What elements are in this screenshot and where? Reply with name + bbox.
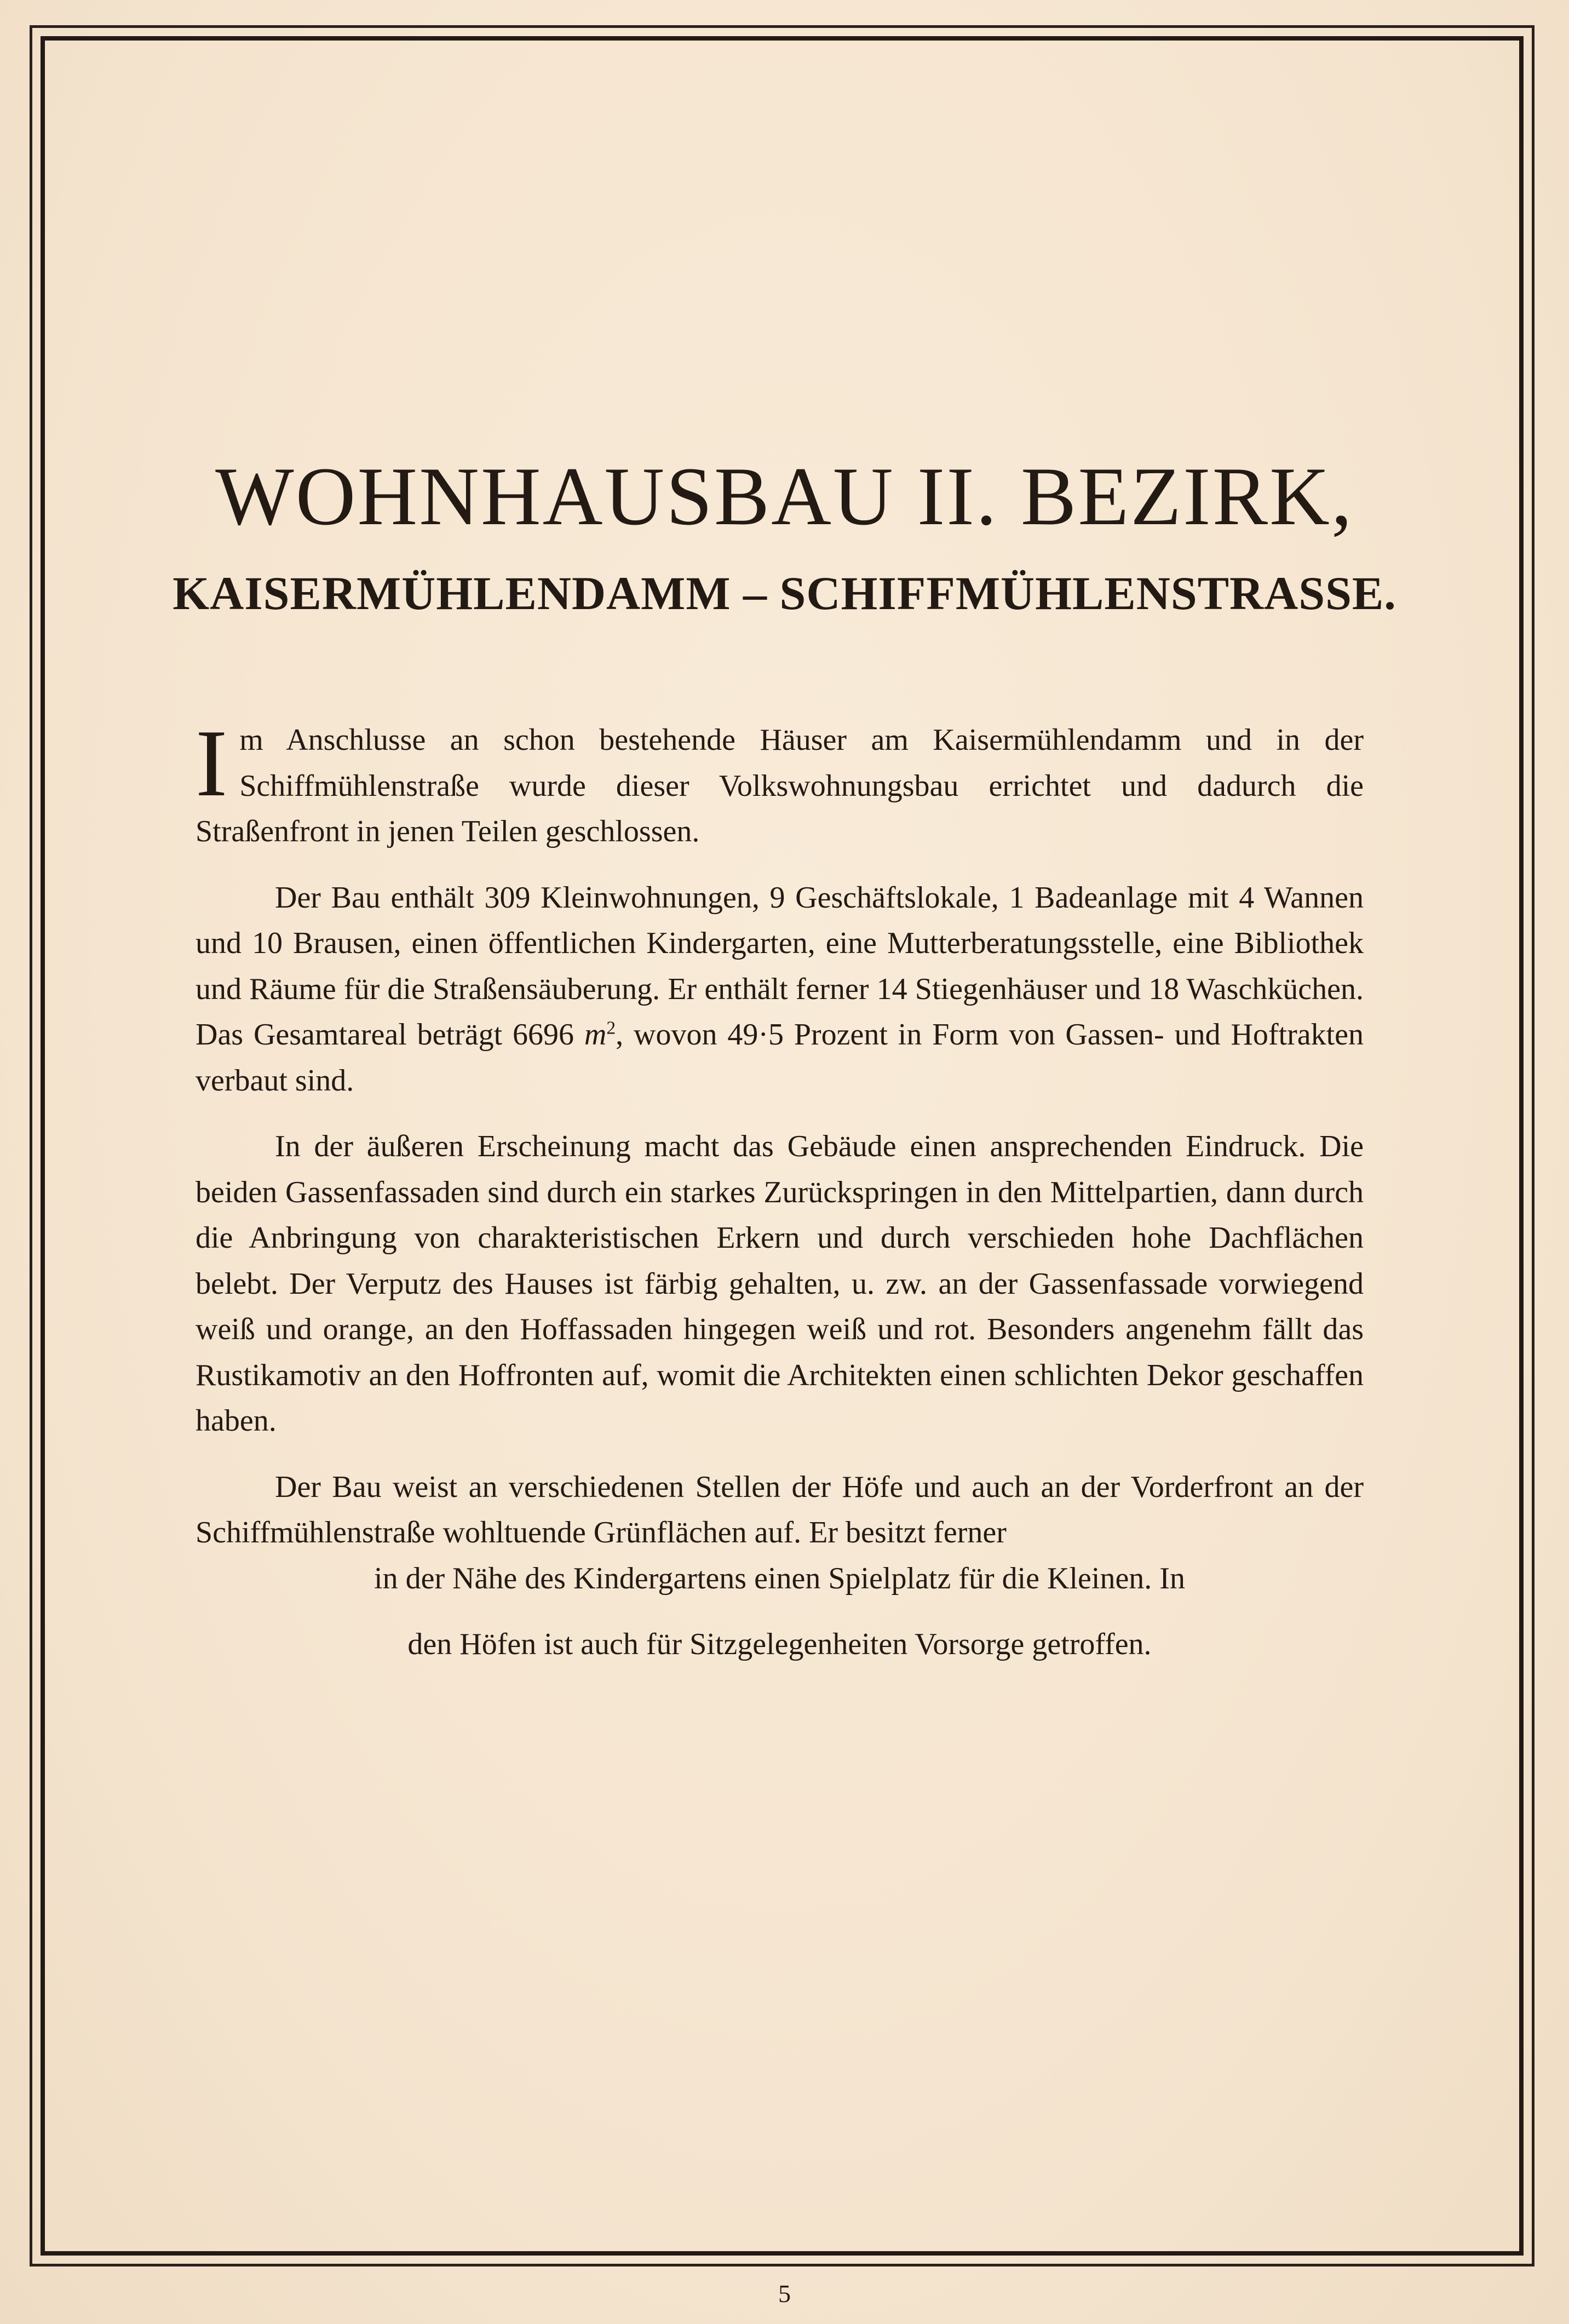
- paragraph-1-text: m Anschlusse an schon bestehende Häuser am Kaisermühlendamm und in der Schiffmühlenstraße wurde dieser Volkswohnungsbau errichtet und dadurch die Straßenfront in jenen Teilen geschlossen.: [196, 723, 1364, 848]
- area-unit-exponent: 2: [606, 1018, 616, 1038]
- paragraph-3-text: In der äußeren Erscheinung macht das Gebäude einen ansprechenden Eindruck. Die beiden Gassenfassaden sind durch ein starkes Zurückspringen in den Mittelpartien, dann durch die Anbringung von charakteristischen Erkern und durch verschieden hohe Dachflächen belebt. Der Verputz des Hauses ist färbig gehalten, u. zw. an der Gassenfassade vorwiegend weiß und orange, an den Hoffassaden hingegen weiß und rot. Besonders angenehm fällt das Rustikamotiv an den Hoffronten auf, womit die Architekten einen schlichten Dekor geschaffen haben.: [196, 1129, 1364, 1438]
- paragraph-4-line-2: in der Nähe des Kindergartens einen Spielplatz für die Kleinen. In: [374, 1561, 1185, 1596]
- paragraph-4-text: Der Bau weist an verschiedenen Stellen der Höfe und auch an der Vorderfront an der Schiffmühlenstraße wohltuende Grünflächen auf. Er besitzt ferner: [196, 1470, 1364, 1550]
- paragraph-4: [196, 1465, 1364, 1556]
- drop-cap: I: [196, 710, 228, 816]
- paragraph-3: [196, 1124, 1364, 1444]
- area-unit: m: [584, 1018, 607, 1052]
- page-number: 5: [778, 2280, 791, 2308]
- page-subtitle: KAISERMÜHLENDAMM – SCHIFFMÜHLENSTRASSE.: [173, 567, 1396, 619]
- paragraph-2-text-b: , wovon 49·5 Prozent in Form von Gassen- und Hoftrakten verbaut sind.: [196, 1018, 1364, 1098]
- article-body: [196, 710, 1364, 1688]
- paragraph-1: [196, 710, 1364, 855]
- page-title: WOHNHAUSBAU II. BEZIRK,: [215, 450, 1354, 542]
- paragraph-4-line-3: den Höfen ist auch für Sitzgelegenheiten Vorsorge getroffen.: [407, 1627, 1152, 1661]
- paragraph-2-text-a: Der Bau enthält 309 Kleinwohnungen, 9 Geschäftslokale, 1 Badeanlage mit 4 Wannen und 10 Brausen, einen öffentlichen Kindergarten, eine Mutterberatungsstelle, eine Bibliothek und Räume für die Straßensäuberung. Er enthält ferner 14 Stiegenhäuser und 18 Waschküchen. Das Gesamtareal beträgt 6696: [196, 880, 1364, 1052]
- paragraph-2: [196, 875, 1364, 1104]
